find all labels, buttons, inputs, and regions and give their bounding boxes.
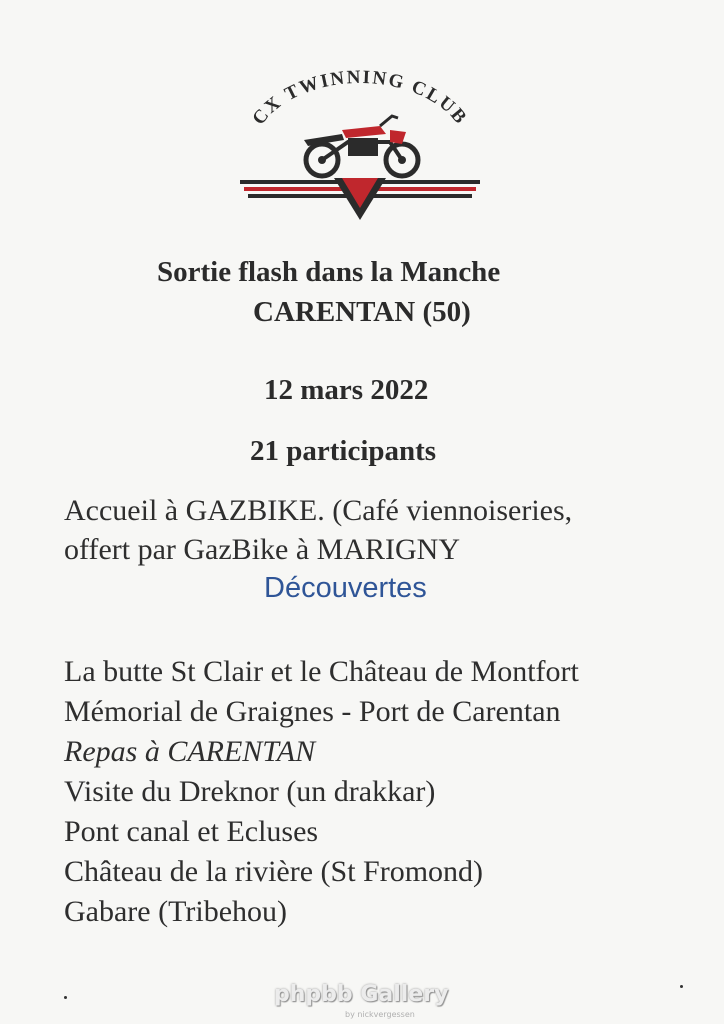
list-item: Gabare (Tribehou)	[64, 895, 287, 928]
scan-speck	[680, 985, 683, 988]
welcome-line-1: Accueil à GAZBIKE. (Café viennoiseries,	[64, 494, 573, 527]
outing-city: CARENTAN (50)	[253, 296, 471, 328]
welcome-line-2: offert par GazBike à MARIGNY	[64, 533, 460, 566]
list-item: Château de la rivière (St Fromond)	[64, 855, 484, 888]
watermark-subtitle: by nickvergessen	[345, 1010, 415, 1019]
scan-speck	[64, 996, 67, 999]
club-logo	[230, 70, 490, 230]
logo-text: CX TWINNING CLUB	[248, 70, 472, 130]
watermark: phpbb Gallery	[274, 982, 449, 1007]
discoveries-list	[64, 652, 579, 932]
outing-date: 12 mars 2022	[264, 374, 429, 406]
participant-count: 21 participants	[250, 435, 437, 467]
list-item: La butte St Clair et le Château de Montfort	[64, 655, 579, 688]
discoveries-title: Découvertes	[264, 572, 427, 604]
outing-title: Sortie flash dans la Manche	[157, 256, 501, 288]
logo-stripes	[240, 178, 480, 220]
list-item: Pont canal et Ecluses	[64, 815, 319, 848]
motorcycle-icon	[304, 116, 418, 176]
list-item: Repas à CARENTAN	[64, 735, 316, 768]
list-item: Visite du Dreknor (un drakkar)	[64, 775, 436, 808]
list-item: Mémorial de Graignes - Port de Carentan	[64, 695, 561, 728]
